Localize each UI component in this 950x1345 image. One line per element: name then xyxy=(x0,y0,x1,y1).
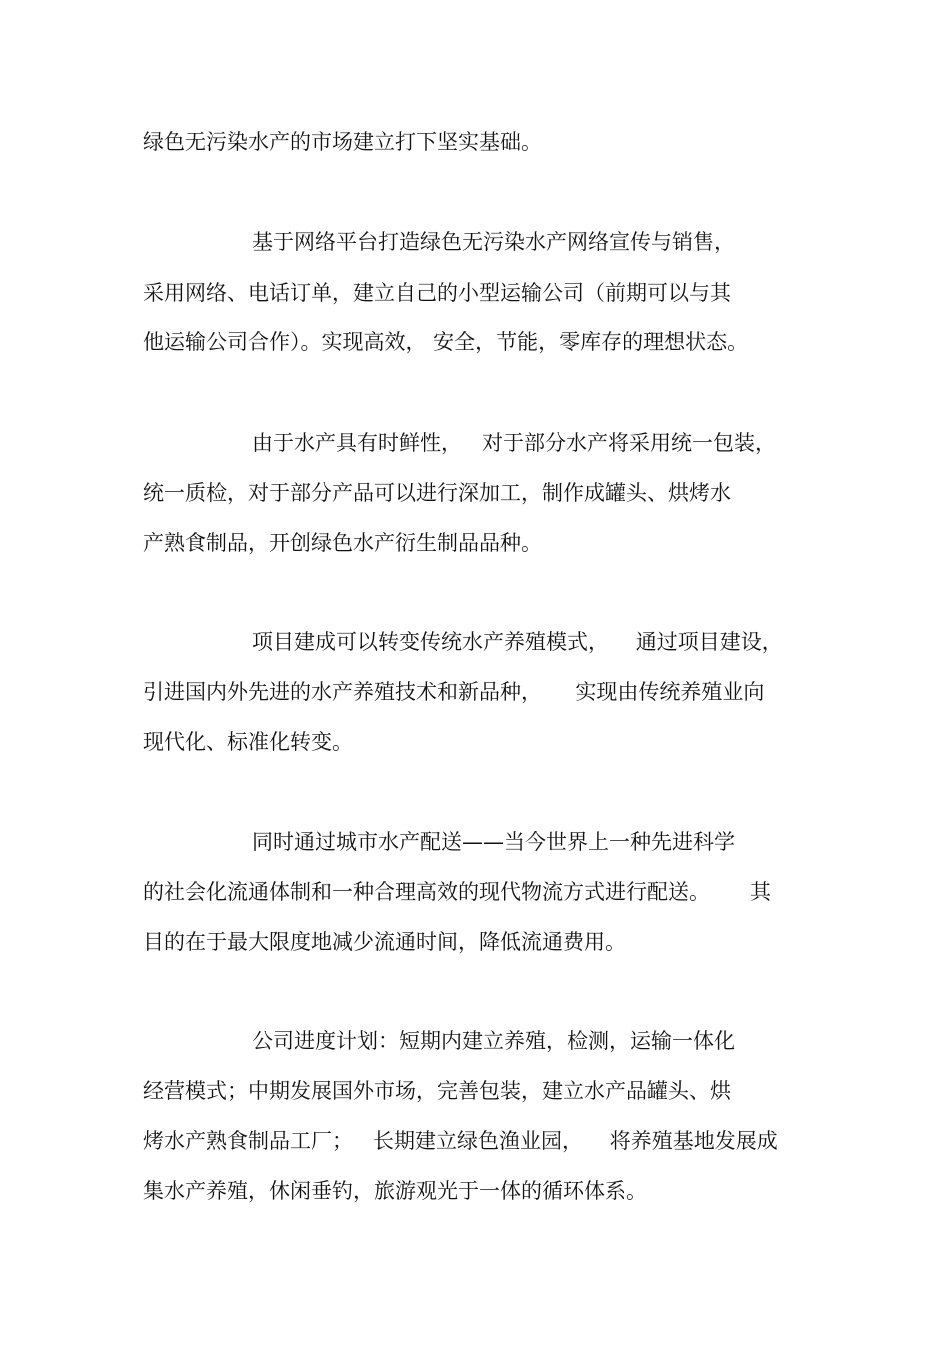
paragraph-3-line-1: 由于水产具有时鲜性， 对于部分水产将采用统一包装， xyxy=(252,431,777,455)
paragraph-6-line-1: 公司进度计划：短期内建立养殖，检测，运输一体化 xyxy=(252,1029,735,1053)
paragraph-6-line-4: 集水产养殖，休闲垂钓，旅游观光于一体的循环体系。 xyxy=(143,1179,647,1203)
paragraph-1-line-1: 绿色无污染水产的市场建立打下坚实基础。 xyxy=(143,130,542,154)
paragraph-5-line-2: 的社会化流通体制和一种合理高效的现代物流方式进行配送。 其 xyxy=(143,880,772,904)
paragraph-6-line-3: 烤水产熟食制品工厂； 长期建立绿色渔业园， 将养殖基地发展成 xyxy=(143,1129,778,1153)
paragraph-2-line-1: 基于网络平台打造绿色无污染水产网络宣传与销售， xyxy=(252,230,735,254)
paragraph-4-line-3: 现代化、标准化转变。 xyxy=(143,730,353,754)
paragraph-6-line-2: 经营模式；中期发展国外市场，完善包装，建立水产品罐头、烘 xyxy=(143,1079,731,1103)
paragraph-3-line-2: 统一质检，对于部分产品可以进行深加工，制作成罐头、烘烤水 xyxy=(143,481,731,505)
paragraph-2-line-2: 采用网络、电话订单，建立自己的小型运输公司（前期可以与其 xyxy=(143,281,731,305)
paragraph-5-line-3: 目的在于最大限度地减少流通时间，降低流通费用。 xyxy=(143,930,626,954)
paragraph-3-line-3: 产熟食制品，开创绿色水产衍生制品品种。 xyxy=(143,531,542,555)
paragraph-4-line-2: 引进国内外先进的水产养殖技术和新品种， 实现由传统养殖业向 xyxy=(143,680,765,704)
paragraph-5-line-1: 同时通过城市水产配送——当今世界上一种先进科学 xyxy=(252,830,735,854)
paragraph-4-line-1: 项目建成可以转变传统水产养殖模式， 通过项目建设， xyxy=(252,630,783,654)
paragraph-2-line-3: 他运输公司合作）。实现高效， 安全，节能，零库存的理想状态。 xyxy=(143,330,749,354)
